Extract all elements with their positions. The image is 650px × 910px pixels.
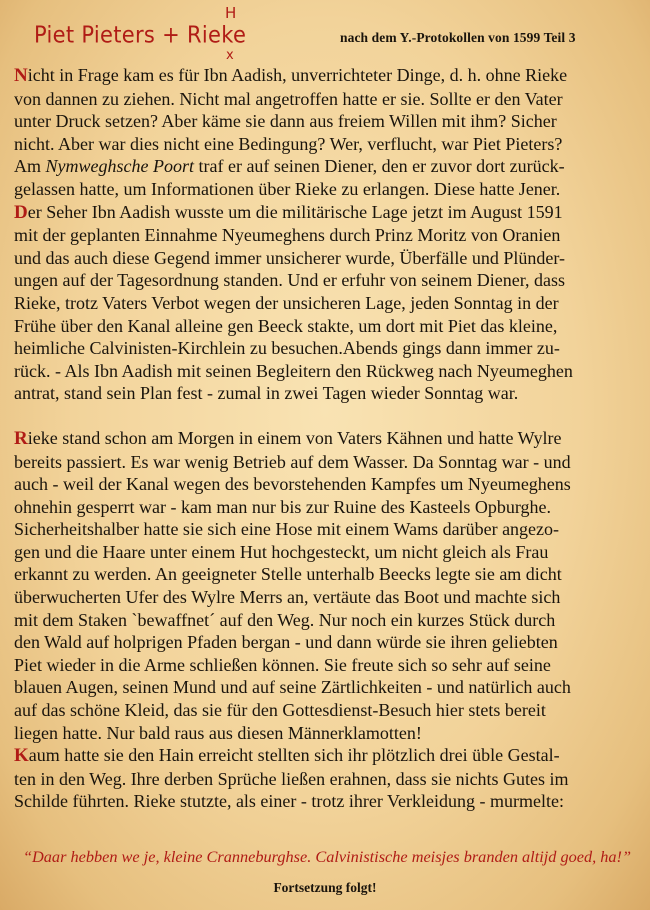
text-line: Frühe über den Kanal alleine gen Beeck stakte, um dort mit Piet das kleine,: [14, 315, 558, 336]
dutch-quote: “Daar hebben we je, kleine Cranneburghse. Calvinistische meisjes branden altijd goed, ha!”: [22, 847, 632, 866]
text-line: Nicht in Frage kam es für Ibn Aadish, unverrichteter Dinge, d. h. ohne Rieke: [14, 65, 568, 86]
text-line: heimliche Calvinisten-Kirchlein zu besuchen.Abends gings dann immer zu-: [14, 338, 560, 359]
text-line: blauen Augen, seinen Mund und auf seine Zärtlichkeiten - und natürlich auch: [14, 677, 571, 698]
text-line: und das auch diese Gegend immer unsicherer wurde, Überfälle und Plünder-: [14, 247, 565, 268]
subtitle: nach dem Y.-Protokollen von 1599 Teil 3: [340, 30, 576, 45]
title-correction-h: H: [225, 4, 237, 22]
drop-initial: K: [14, 745, 29, 767]
drop-initial: D: [14, 201, 28, 223]
paragraph-1: [14, 64, 640, 201]
text-line: mit dem Staken `bewaffnet´ auf den Weg. Nur noch ein kurzes Stück durch: [14, 609, 556, 630]
text-line: Am Nymweghsche Poort traf er auf seinen Diener, den er zuvor dort zurück-: [14, 156, 565, 177]
text-line: Rieke, trotz Vaters Verbot wegen der unsicheren Lage, jeden Sonntag in der: [14, 292, 559, 313]
text-line: ten in den Weg. Ihre derben Sprüche ließen erahnen, dass sie nichts Gutes im: [14, 768, 569, 789]
text-line: ungen auf der Tagesordnung standen. Und er erfuhr von seinem Diener, dass: [14, 270, 566, 291]
page-title: [34, 22, 246, 48]
text-line: Schilde führten. Rieke stutzte, als einer - trotz ihrer Verkleidung - murmelte:: [14, 791, 564, 812]
text-line: den Wald auf holprigen Pfaden bergan - und dann würde sie ihren geliebten: [14, 632, 558, 653]
drop-initial: N: [14, 65, 28, 86]
text-line: Rieke stand schon am Morgen in einem von Vaters Kähnen und hatte Wylre: [14, 427, 562, 449]
text-line: erkannt zu werden. An geeigneter Stelle unterhalb Beecks legte sie am dicht: [14, 564, 562, 585]
story-text: [14, 64, 640, 813]
text-line: auf das schöne Kleid, das sie für den Gottesdienst-Besuch hier stets bereit: [14, 700, 546, 721]
paragraph-2: [14, 201, 640, 405]
text-line: Sicherheitshalber hatte sie sich eine Hose mit einem Wams darüber angezo-: [14, 519, 560, 540]
text-line: Der Seher Ibn Aadish wusste um die militärische Lage jetzt im August 1591: [14, 201, 563, 223]
text-line: ohnehin gesperrt war - kam man nur bis zur Ruine des Kasteels Opburghe.: [14, 496, 552, 517]
title-suffix: ke: [221, 22, 247, 48]
paragraph-gap: [14, 405, 640, 427]
text-line: liegen hatte. Nur bald raus aus diesen Männerklamotten!: [14, 722, 422, 743]
place-name: Nymweghsche Poort: [45, 156, 194, 177]
text-line: antrat, stand sein Plan fest - zumal in zwei Tagen wieder Sonntag war.: [14, 383, 519, 404]
text-line: auch - weil der Kanal wegen des bevorstehenden Kampfes um Nyeumeghens: [14, 474, 571, 495]
text-line: Piet wieder in die Arme schließen können. Sie freute sich so sehr auf seine: [14, 654, 551, 675]
continuation-note: Fortsetzung folgt!: [273, 880, 377, 895]
text-line: unter Druck setzen? Aber käme sie dann aus freiem Willen mit ihm? Sicher: [14, 111, 557, 132]
paragraph-4: [14, 744, 640, 813]
text-line: bereits passiert. Es war wenig Betrieb auf dem Wasser. Da Sonntag war - und: [14, 451, 571, 472]
text-line: Kaum hatte sie den Hain erreicht stellten sich ihr plötzlich drei üble Gestal-: [14, 745, 560, 767]
text-line: überwucherten Ufer des Wylre Merrs an, vertäute das Boot und machte sich: [14, 587, 561, 608]
text-line: mit der geplanten Einnahme Nyeumeghens durch Prinz Moritz von Oranien: [14, 225, 561, 246]
text-line: rück. - Als Ibn Aadish mit seinen Begleitern den Rückweg nach Nyeumeghen: [14, 360, 573, 381]
title-correction-x: x: [226, 48, 234, 63]
title-prefix: Piet Pieters + Rie: [34, 22, 222, 48]
drop-initial: R: [14, 427, 28, 449]
text-line: von dannen zu ziehen. Nicht mal angetroffen hatte er sie. Sollte er den Vater: [14, 88, 563, 109]
text-line: gen und die Haare unter einem Hut hochgesteckt, um nicht gleich als Frau: [14, 541, 549, 562]
page-header: [0, 0, 650, 62]
paragraph-3: [14, 427, 640, 744]
text-line: gelassen hatte, um Informationen über Rieke zu erlangen. Diese hatte Jener.: [14, 178, 561, 199]
text-line: nicht. Aber war dies nicht eine Bedingung? Wer, verflucht, war Piet Pieters?: [14, 133, 563, 154]
